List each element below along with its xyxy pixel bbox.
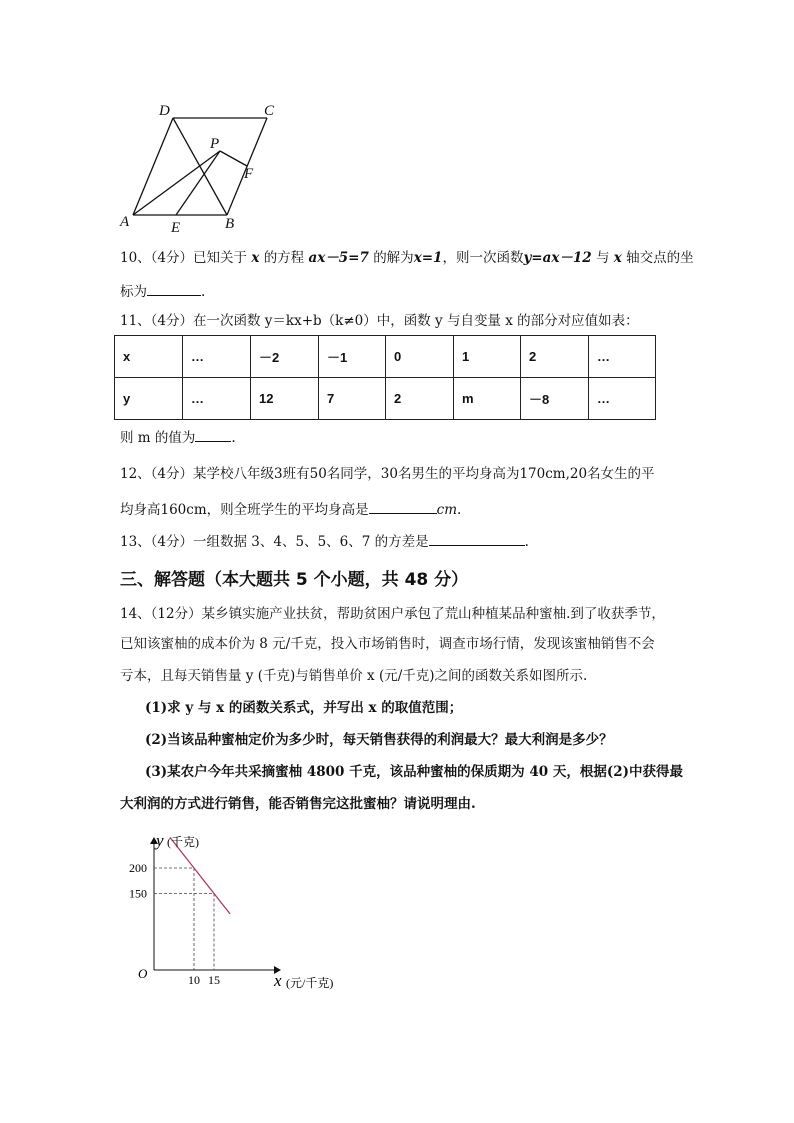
table-cell: 1 [454, 336, 521, 378]
table-cell: －2 [251, 336, 319, 378]
question-12-line2: 均身高160cm，则全班学生的平均身高是 cm. [120, 499, 461, 520]
question-14-part3-line2: 大利润的方式进行销售，能否销售完这批蜜柚？请说明理由. [120, 796, 476, 812]
table-cell: 12 [251, 378, 319, 420]
answer-blank[interactable] [369, 499, 437, 514]
parallelogram-figure [112, 98, 292, 238]
origin-label: O [138, 966, 148, 981]
x-tick-label: 10 [188, 973, 200, 987]
table-row [115, 336, 656, 378]
y-axis-unit: (千克) [167, 835, 199, 849]
y-axis-label: y [156, 831, 164, 850]
line-DB [173, 118, 227, 215]
question-10-line2: 标为 . [120, 281, 205, 302]
label-P: P [210, 136, 220, 152]
question-14-part3: (3)某农户今年共采摘蜜柚 4800 千克，该品种蜜柚的保质期为 40 天，根据(2)中获得最 [145, 764, 683, 780]
label-D: D [159, 103, 170, 119]
table-cell: … [183, 336, 251, 378]
table-cell: m [454, 378, 521, 420]
question-14-line2: 已知该蜜柚的成本价为 8 元/千克，投入市场销售时，调查市场行情，发现该蜜柚销售不会 [120, 636, 655, 652]
table-cell: －8 [521, 378, 589, 420]
label-B: B [225, 216, 235, 232]
table-cell: … [589, 378, 656, 420]
question-11-answer: 则 m 的值为 . [120, 427, 236, 448]
label-A: A [120, 214, 130, 230]
table-cell: －1 [319, 336, 386, 378]
y-tick-label: 150 [129, 886, 147, 901]
x-axis-unit: (元/千克) [286, 976, 334, 990]
question-14: 14、（12分）某乡镇实施产业扶贫，帮助贫困户承包了荒山种植某品种蜜柚.到了收获季节， [120, 606, 665, 622]
answer-blank[interactable] [429, 531, 525, 546]
answer-blank[interactable] [147, 281, 201, 296]
table-cell: … [183, 378, 251, 420]
label-F: F [244, 166, 254, 182]
question-12: 12、（4分）某学校八年级3班有50名同学，30名男生的平均身高为170cm,20名女生的平 [120, 466, 655, 482]
question-14-part1: (1)求 y 与 x 的函数关系式，并写出 x 的取值范围； [145, 700, 463, 716]
table-cell: … [589, 336, 656, 378]
section-heading: 三、解答题（本大题共 5 个小题，共 48 分） [120, 570, 469, 590]
y-tick-label: 200 [129, 861, 147, 875]
sales-chart [120, 828, 360, 998]
table-cell: x [115, 336, 183, 378]
question-13: 13、（4分）一组数据 3、4、5、5、6、7 的方差是 . [120, 531, 529, 552]
label-C: C [264, 103, 275, 119]
table-cell: y [115, 378, 183, 420]
question-10: 10、（4分）已知关于 x 的方程 ax－5=7 的解为x=1，则一次函数y=ax－12 与 x 轴交点的坐 [120, 250, 694, 266]
value-table [114, 335, 656, 420]
x-tick-label: 15 [208, 973, 220, 987]
table-cell: 0 [386, 336, 454, 378]
table-row [115, 378, 656, 420]
line-PF [220, 151, 247, 166]
table-cell: 7 [319, 378, 386, 420]
question-14-line3: 亏本，且每天销售量 y (千克)与销售单价 x (元/千克)之间的函数关系如图所示. [120, 668, 588, 684]
line-EP [176, 151, 220, 215]
label-E: E [171, 220, 181, 236]
table-cell: 2 [386, 378, 454, 420]
table-cell: 2 [521, 336, 589, 378]
question-11: 11、（4分）在一次函数 y＝kx+b（k≠0）中，函数 y 与自变量 x 的部分对应值如表： [120, 313, 639, 329]
x-axis-label: x [274, 971, 282, 990]
answer-blank[interactable] [195, 427, 231, 442]
question-14-part2: (2)当该品种蜜柚定价为多少时，每天销售获得的利润最大？最大利润是多少？ [145, 732, 613, 748]
